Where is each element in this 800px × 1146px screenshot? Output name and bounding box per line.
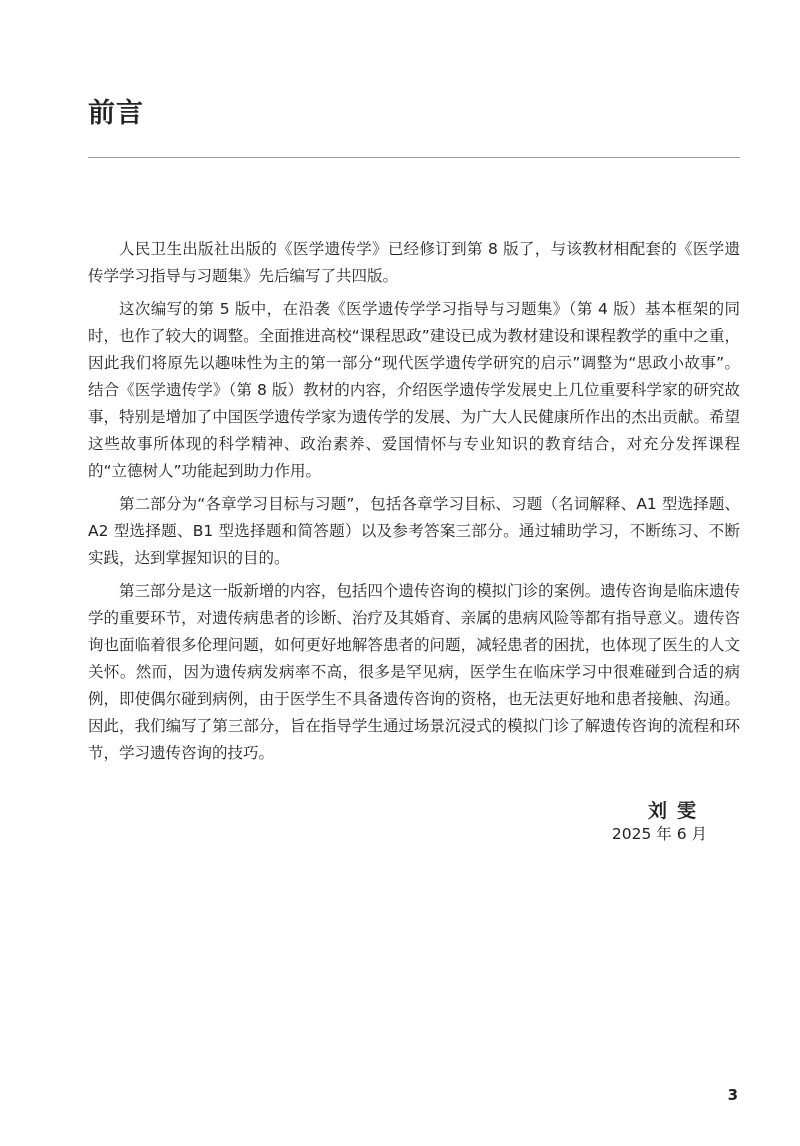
paragraph-1: 人民卫生出版社出版的《医学遗传学》已经修订到第 8 版了，与该教材相配套的《医学遗传学学习指导与习题集》先后编写了共四版。 (88, 240, 740, 285)
page-number: 3 (727, 1086, 738, 1104)
preface-body (88, 236, 740, 773)
page-title: 前言 (88, 98, 144, 129)
author-signature: 刘雯 (647, 800, 706, 822)
title-divider (88, 157, 740, 158)
paragraph-2: 这次编写的第 5 版中，在沿袭《医学遗传学学习指导与习题集》（第 4 版）基本框架的同时，也作了较大的调整。全面推进高校“课程思政”建设已成为教材建设和课程教学的重中之重，因此我们将原先以趣味性为主的第一部分“现代医学遗传学研究的启示”调整为“思政小故事”。结合《医学遗传学》（第 8 版）教材的内容，介绍医学遗传学发展史上几位重要科学家的研究故事，特别是增加了中国医学遗传学家为遗传学的发展、为广大人民健康所作出的杰出贡献。希望这些故事所体现的科学精神、政治素养、爱国情怀与专业知识的教育结合，对充分发挥课程的“立德树人”功能起到助力作用。 (88, 300, 740, 480)
paragraph-3: 第二部分为“各章学习目标与习题”，包括各章学习目标、习题（名词解释、A1 型选择题、A2 型选择题、B1 型选择题和简答题）以及参考答案三部分。通过辅助学习，不断练习、不断实践，达到掌握知识的目的。 (88, 495, 740, 567)
signature-date: 2025 年 6 月 (611, 825, 707, 843)
paragraph-4: 第三部分是这一版新增的内容，包括四个遗传咨询的模拟门诊的案例。遗传咨询是临床遗传学的重要环节，对遗传病患者的诊断、治疗及其婚育、亲属的患病风险等都有指导意义。遗传咨询也面临着很多伦理问题，如何更好地解答患者的问题，减轻患者的困扰，也体现了医生的人文关怀。然而，因为遗传病发病率不高，很多是罕见病，医学生在临床学习中很难碰到合适的病例，即使偶尔碰到病例，由于医学生不具备遗传咨询的资格，也无法更好地和患者接触、沟通。因此，我们编写了第三部分，旨在指导学生通过场景沉浸式的模拟门诊了解遗传咨询的流程和环节，学习遗传咨询的技巧。 (88, 582, 740, 762)
